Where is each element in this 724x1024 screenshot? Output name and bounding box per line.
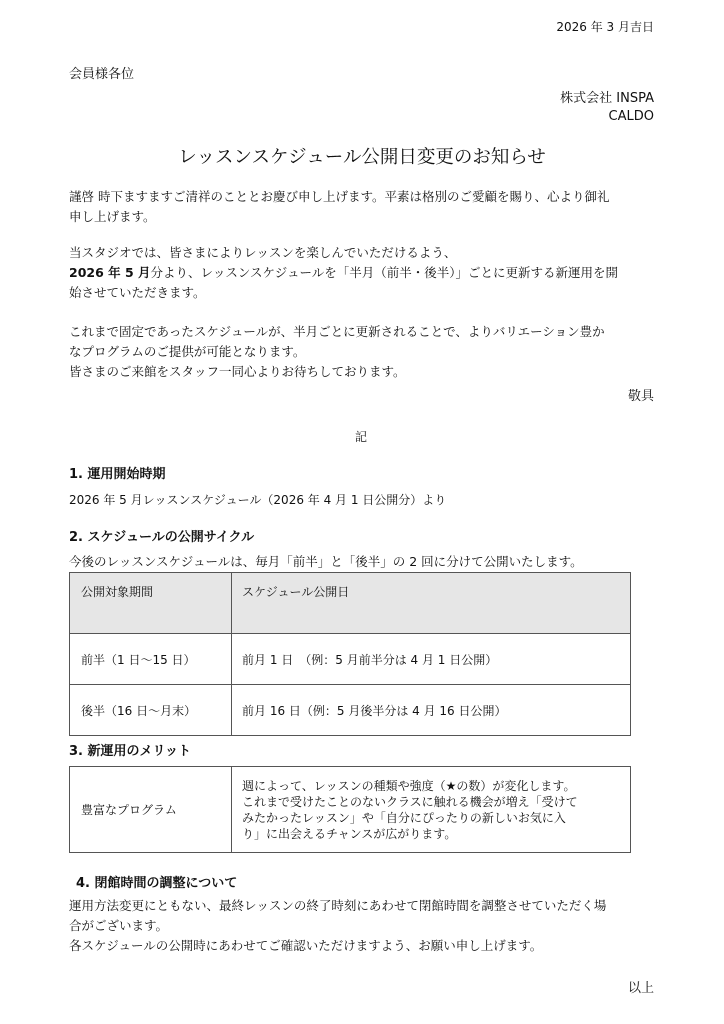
table-row [70,767,631,853]
column-header: スケジュール公開日 [232,573,631,634]
ki-marker: 記 [355,430,368,444]
table-header-row [70,573,631,634]
merit-description-cell [232,767,631,853]
period-cell: 前半（1 日～15 日） [70,634,232,685]
intro-line: 始させていただきます。 [69,285,206,300]
section4-line: 運用方法変更にともない、最終レッスンの終了時刻にあわせて閉館時間を調整させていただく場 [69,898,607,913]
issue-date: 2026 年 3 月吉日 [556,20,654,34]
section4-line: 合がございます。 [69,918,169,933]
body-line: これまで固定であったスケジュールが、半月ごとに更新されることで、よりバリエーション豊か [69,324,605,339]
merit-line: り」に出会えるチャンスが広がります。 [242,826,457,841]
merit-line: 週によって、レッスンの種類や強度（★の数）が変化します。 [242,778,576,793]
release-date-cell: 前月 1 日 （例：5 月前半分は 4 月 1 日公開） [232,634,631,685]
table-row [70,685,631,736]
studio-name: CALDO [608,109,654,124]
section4-heading: 4. 閉館時間の調整について [76,876,238,891]
greeting-line: 謹啓 時下ますますご清祥のこととお慶び申し上げます。平素は格別のご愛顧を賜り、心より御礼 [69,189,610,204]
merit-table [69,766,631,853]
intro-line [69,263,659,283]
intro-line-rest: 分より、レッスンスケジュールを「半月（前半・後半）」ごとに更新する新運用を開 [150,265,619,280]
greeting-line: 申し上げます。 [69,209,156,224]
section2-intro: 今後のレッスンスケジュールは、毎月「前半」と「後半」の 2 回に分けて公開いたします。 [69,554,583,569]
schedule-table [69,572,631,736]
section4-line: 各スケジュールの公開時にあわせてご確認いただけますよう、お願い申し上げます。 [69,938,543,953]
document-title: レッスンスケジュール公開日変更のお知らせ [178,147,546,168]
closing-keigu: 敬具 [627,389,654,404]
merit-line: みたかったレッスン」や「自分にぴったりの新しいお気に入 [242,810,566,825]
merit-label-cell: 豊富なプログラム [70,767,232,853]
release-date-cell: 前月 16 日（例：5 月後半分は 4 月 16 日公開） [232,685,631,736]
body-line: なプログラムのご提供が可能となります。 [69,344,306,359]
addressee: 会員様各位 [69,67,135,82]
intro-line: 当スタジオでは、皆さまによりレッスンを楽しんでいただけるよう、 [69,245,457,260]
column-header: 公開対象期間 [70,573,232,634]
intro-paragraph [69,243,659,303]
start-month: 2026 年 5 月 [69,265,151,280]
section1-heading: 1. 運用開始時期 [69,467,166,482]
table-row [70,634,631,685]
period-cell: 後半（16 日～月末） [70,685,232,736]
body-line: 皆さまのご来館をスタッフ一同心よりお待ちしております。 [69,364,406,379]
section1-text: 2026 年 5 月レッスンスケジュール（2026 年 4 月 1 日公開分）より [69,493,447,507]
body-paragraph [69,322,659,382]
company-name: 株式会社 INSPA [560,91,654,106]
closing-ijou: 以上 [627,981,654,996]
merit-line: これまで受けたことのないクラスに触れる機会が増え「受けて [242,794,578,809]
greeting-paragraph [69,187,659,227]
section3-heading: 3. 新運用のメリット [69,744,191,759]
section4-paragraph [69,896,659,956]
section2-heading: 2. スケジュールの公開サイクル [69,530,255,545]
